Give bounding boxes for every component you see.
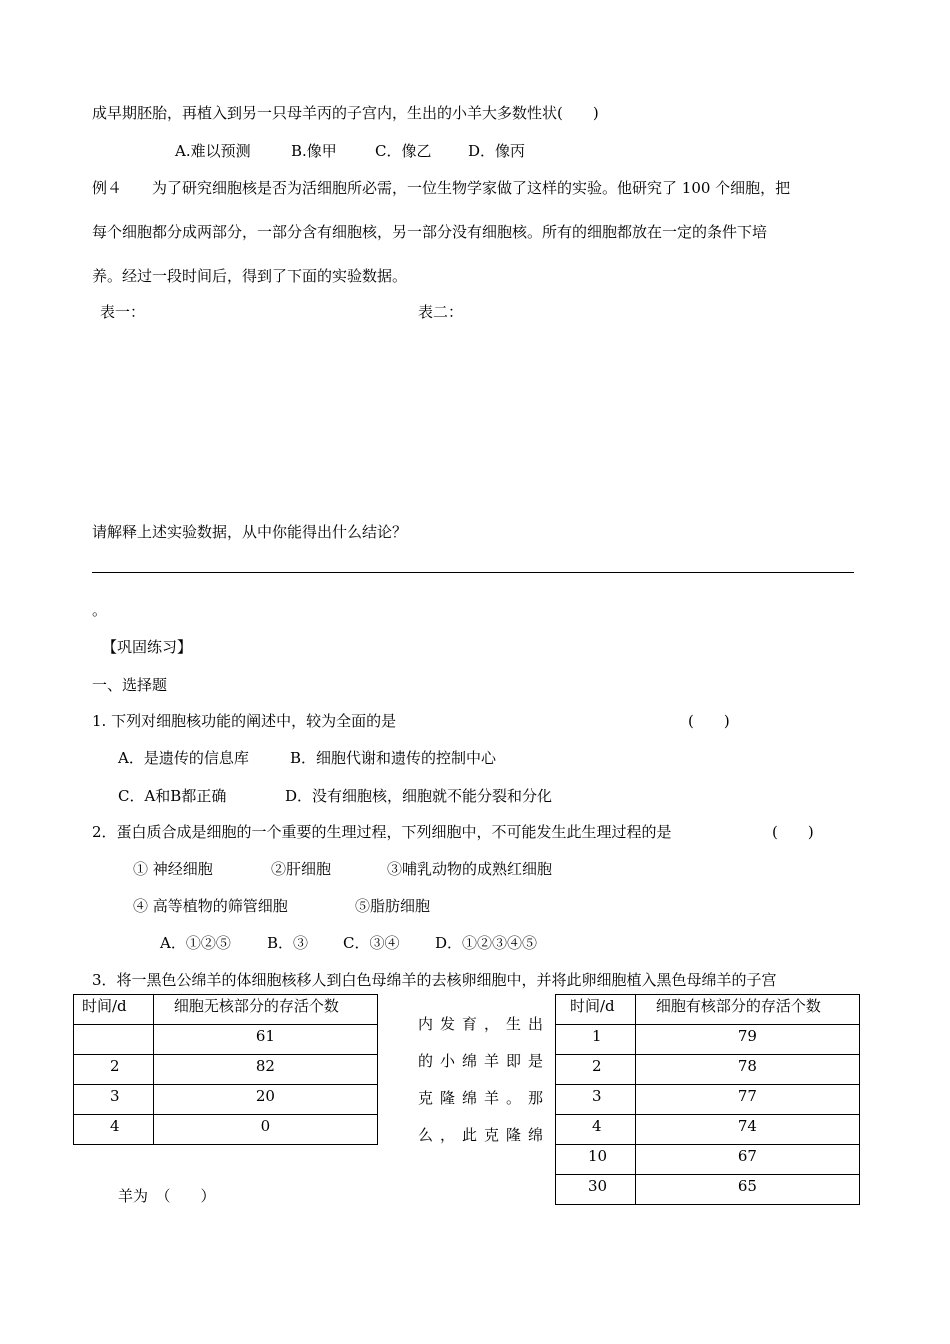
table-row (556, 1145, 860, 1175)
conclusion-question: 请解释上述实验数据，从中你能得出什么结论？ (92, 523, 408, 541)
answer-line (92, 572, 854, 573)
q3-text-end: 羊为 （ ） (118, 1187, 216, 1205)
table1-cell-time: 3 (74, 1085, 154, 1115)
table2 (555, 994, 860, 1205)
q2-answer-paren: ( ) (772, 823, 814, 841)
q3-wrapped-text (418, 1006, 543, 1154)
table1-cell-time: 4 (74, 1115, 154, 1145)
table-row (74, 1025, 378, 1055)
table1-cell-count: 0 (153, 1115, 377, 1145)
table2-cell-time: 1 (556, 1025, 636, 1055)
table-row (556, 1115, 860, 1145)
table2-cell-count: 79 (635, 1025, 859, 1055)
q1-option-b: B．细胞代谢和遗传的控制中心 (290, 749, 497, 767)
table2-header-row (556, 995, 860, 1025)
q3-wrap-line: 的小绵羊即是 (418, 1052, 543, 1070)
table2-cell-count: 77 (635, 1085, 859, 1115)
q3-wrap-line: 克隆绵羊。那 (418, 1089, 543, 1107)
option-b: B.像甲 (291, 142, 337, 160)
option-a: A.难以预测 (175, 142, 251, 160)
q2-item-1: ① 神经细胞 (133, 860, 213, 878)
q2-item-5: ⑤脂肪细胞 (355, 897, 431, 915)
option-c: C．像乙 (375, 142, 432, 160)
table1-cell-time (74, 1025, 154, 1055)
table1-cell-count: 82 (153, 1055, 377, 1085)
q1-text: 1. 下列对细胞核功能的阐述中，较为全面的是 (92, 712, 397, 730)
example4-line2: 每个细胞都分成两部分，一部分含有细胞核，另一部分没有细胞核。所有的细胞都放在一定的条件下培 (92, 223, 768, 241)
table2-cell-count: 67 (635, 1145, 859, 1175)
q1-option-d: D．没有细胞核，细胞就不能分裂和分化 (285, 787, 553, 805)
table2-cell-time: 4 (556, 1115, 636, 1145)
table-row (556, 1085, 860, 1115)
table-row (74, 1085, 378, 1115)
q1-answer-paren: ( ) (688, 712, 730, 730)
q3-wrap-line: 么，此克隆绵 (418, 1126, 543, 1144)
table-row (556, 1055, 860, 1085)
example4-line1: 例４ 为了研究细胞核是否为活细胞所必需，一位生物学家做了这样的实验。他研究了 100 个细胞，把 (92, 179, 791, 197)
table1-cell-count: 61 (153, 1025, 377, 1055)
table2-cell-count: 74 (635, 1115, 859, 1145)
answer-period: 。 (92, 601, 108, 619)
table2-cell-count: 78 (635, 1055, 859, 1085)
section-title: 【巩固练习】 (102, 638, 193, 656)
table1-header-count: 细胞无核部分的存活个数 (153, 995, 377, 1025)
table2-header-time: 时间/d (556, 995, 636, 1025)
table1-cell-count: 20 (153, 1085, 377, 1115)
q2-option-c: C．③④ (343, 934, 400, 952)
q1-option-a: A．是遗传的信息库 (118, 749, 249, 767)
q2-option-a: A．①②⑤ (160, 934, 231, 952)
option-d: D．像丙 (468, 142, 526, 160)
q2-item-3: ③哺乳动物的成熟红细胞 (387, 860, 553, 878)
table2-cell-time: 3 (556, 1085, 636, 1115)
q2-item-4: ④ 高等植物的筛管细胞 (133, 897, 288, 915)
q2-option-d: D．①②③④⑤ (435, 934, 538, 952)
table1-label: 表一： (100, 303, 146, 321)
table-row (556, 1175, 860, 1205)
table2-cell-time: 10 (556, 1145, 636, 1175)
table1-header-time: 时间/d (74, 995, 154, 1025)
table2-cell-count: 65 (635, 1175, 859, 1205)
example4-line3: 养。经过一段时间后，得到了下面的实验数据。 (92, 267, 408, 285)
table2-header-count: 细胞有核部分的存活个数 (635, 995, 859, 1025)
q2-option-b: B．③ (267, 934, 309, 952)
table2-cell-time: 30 (556, 1175, 636, 1205)
q1-option-c: C．A和B都正确 (118, 787, 227, 805)
table-row (74, 1055, 378, 1085)
table-row (556, 1025, 860, 1055)
q3-wrap-line: 内发育，生出 (418, 1015, 543, 1033)
subsection-title: 一、选择题 (92, 676, 168, 694)
table1 (73, 994, 378, 1145)
table2-label: 表二： (418, 303, 464, 321)
table1-cell-time: 2 (74, 1055, 154, 1085)
q3-text: 3．将一黑色公绵羊的体细胞核移人到白色母绵羊的去核卵细胞中，并将此卵细胞植入黑色母绵羊的子宫 (92, 971, 777, 989)
q2-text: 2．蛋白质合成是细胞的一个重要的生理过程，下列细胞中，不可能发生此生理过程的是 (92, 823, 672, 841)
table-row (74, 1115, 378, 1145)
table1-header-row (74, 995, 378, 1025)
table2-cell-time: 2 (556, 1055, 636, 1085)
question-text-line: 成早期胚胎，再植入到另一只母羊丙的子宫内，生出的小羊大多数性状( ) (92, 104, 599, 122)
q2-item-2: ②肝细胞 (271, 860, 332, 878)
